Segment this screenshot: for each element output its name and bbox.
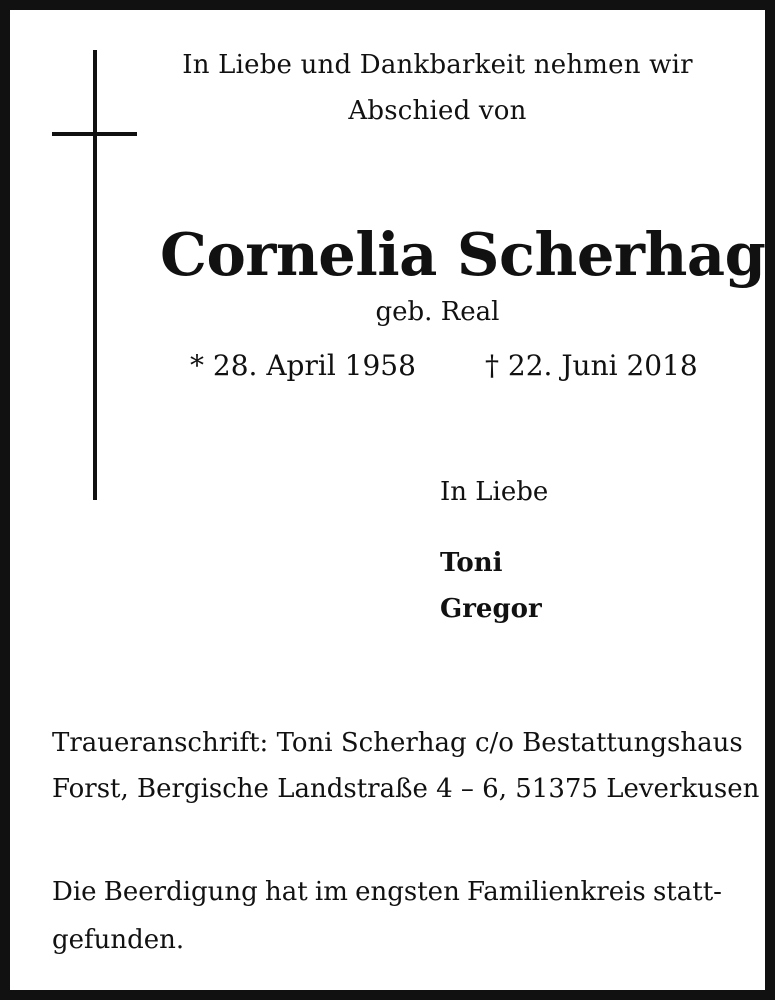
mourner-name: Gregor bbox=[440, 594, 542, 624]
mourners-intro: In Liebe bbox=[440, 477, 549, 507]
intro-line-1: In Liebe und Dankbarkeit nehmen wir bbox=[182, 50, 693, 80]
maiden-name: geb. Real bbox=[375, 297, 500, 327]
address-line-2: Forst, Bergische Landstraße 4 – 6, 51375 Leverkusen bbox=[52, 774, 760, 804]
address-line-1: Traueranschrift: Toni Scherhag c/o Bestattungshaus bbox=[52, 728, 743, 758]
deceased-name: Cornelia Scherhag bbox=[160, 220, 766, 289]
intro-text bbox=[160, 42, 715, 134]
birth-date: * 28. April 1958 bbox=[190, 349, 416, 382]
funeral-word: Die bbox=[52, 877, 97, 907]
funeral-word: engsten bbox=[355, 877, 460, 907]
funeral-note-line-2: gefunden. bbox=[52, 925, 185, 955]
intro-line-2: Abschied von bbox=[348, 96, 527, 126]
mourner-name: Toni bbox=[440, 548, 503, 578]
cross-icon-vertical-bar bbox=[93, 50, 97, 500]
funeral-word: im bbox=[314, 877, 348, 907]
funeral-word: Familienkreis bbox=[467, 877, 646, 907]
death-date: † 22. Juni 2018 bbox=[485, 349, 698, 382]
funeral-note bbox=[52, 868, 722, 964]
funeral-word: Beerdigung bbox=[103, 877, 258, 907]
funeral-note-line-1 bbox=[52, 868, 722, 916]
funeral-word: hat bbox=[265, 877, 308, 907]
cross-icon-horizontal-bar bbox=[52, 132, 137, 136]
mourning-address bbox=[52, 720, 760, 812]
funeral-word: statt- bbox=[652, 877, 722, 907]
mourners-list bbox=[440, 540, 542, 632]
